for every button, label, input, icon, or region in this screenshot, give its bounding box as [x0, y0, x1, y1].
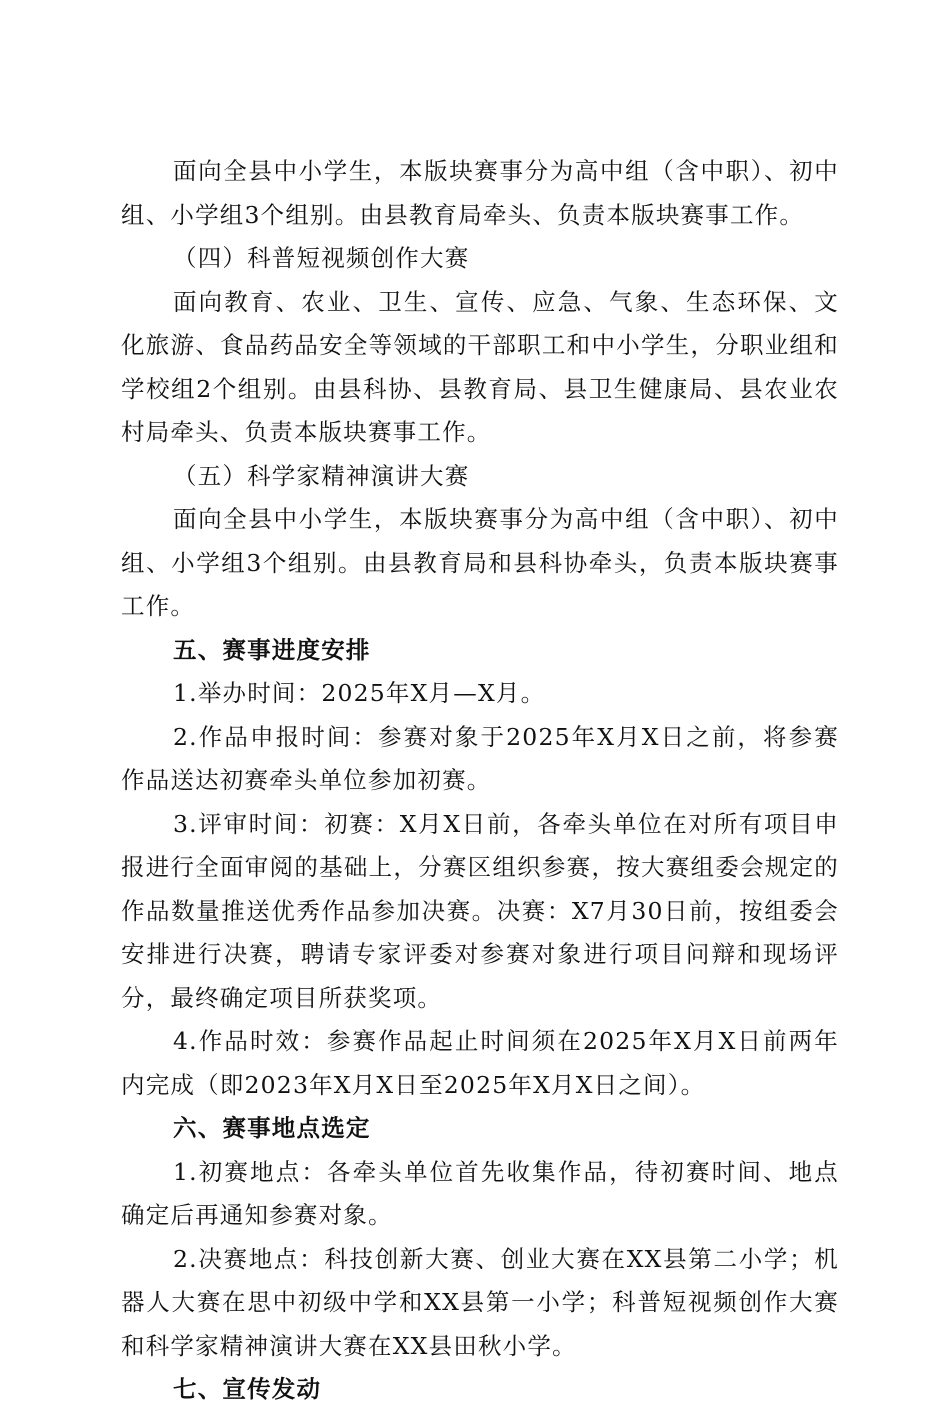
subheading-science-video: （四）科普短视频创作大赛: [173, 244, 470, 272]
body-paragraph: 2.作品申报时间：参赛对象于2025年X月X日之前，将参赛作品送达初赛牵头单位参加初赛。: [121, 722, 839, 794]
body-paragraph: 面向教育、农业、卫生、宣传、应急、气象、生态环保、文化旅游、食品药品安全等领域的干部职工和中小学生，分职业组和学校组2个组别。由县科协、县教育局、县卫生健康局、县农业农村局牵头、负责本版块赛事工作。: [121, 287, 839, 446]
body-paragraph: 2.决赛地点：科技创新大赛、创业大赛在XX县第二小学；机器人大赛在思中初级中学和XX县第一小学；科普短视频创作大赛和科学家精神演讲大赛在XX县田秋小学。: [121, 1244, 839, 1360]
body-paragraph: 4.作品时效：参赛作品起止时间须在2025年X月X日前两年内完成（即2023年X月X日至2025年X月X日之间）。: [121, 1027, 839, 1099]
body-paragraph: 1.举办时间：2025年X月—X月。: [173, 679, 546, 707]
document-body: [121, 150, 839, 1412]
section-heading-schedule: 五、赛事进度安排: [173, 635, 371, 664]
body-paragraph: 1.初赛地点：各牵头单位首先收集作品，待初赛时间、地点确定后再通知参赛对象。: [121, 1157, 839, 1229]
section-heading-publicity: 七、宣传发动: [173, 1375, 322, 1403]
subheading-scientist-speech: （五）科学家精神演讲大赛: [173, 461, 470, 490]
body-paragraph: 3.评审时间：初赛：X月X日前，各牵头单位在对所有项目申报进行全面审阅的基础上，分赛区组织参赛，按大赛组委会规定的作品数量推送优秀作品参加决赛。决赛：X7月30日前，按组委会安排进行决赛，聘请专家评委对参赛对象进行项目问辩和现场评分，最终确定项目所获奖项。: [121, 809, 839, 1012]
body-paragraph: 面向全县中小学生，本版块赛事分为高中组（含中职）、初中组、小学组3个组别。由县教育局和县科协牵头，负责本版块赛事工作。: [121, 505, 839, 620]
section-heading-venue: 六、赛事地点选定: [173, 1114, 371, 1142]
body-paragraph: 面向全县中小学生，本版块赛事分为高中组（含中职）、初中组、小学组3个组别。由县教育局牵头、负责本版块赛事工作。: [121, 157, 839, 229]
